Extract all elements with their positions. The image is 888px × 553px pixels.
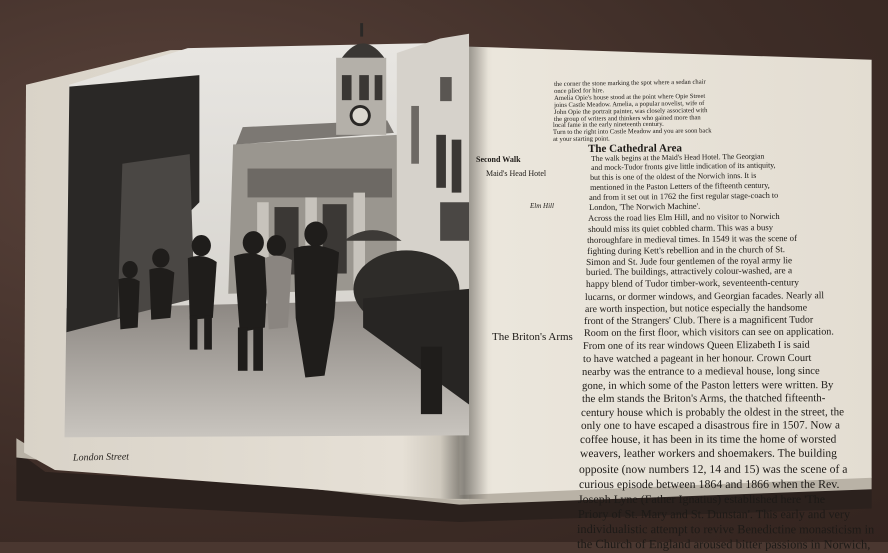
body-line: the Church of England aroused bitter passions in Norwich, [576,537,871,552]
intro-line: the group of writers and thinkers who gained more than [553,113,701,123]
intro-line: John Opie the portrait painter, was closely associated with [553,106,708,116]
intro-line: once plied for hire. [553,87,605,95]
body-line: gone, in which some of the Paston letters were written. By [581,378,834,392]
intro-line: at your starting point. [553,135,611,144]
right-page [459,46,871,495]
body-line: Joseph Lyne (Father Ignatius) established here 'The [578,491,826,506]
photo-caption: London Street [72,451,130,464]
body-line: opposite (now numbers 12, 14 and 15) was the scene of a [579,462,848,476]
body-line: weavers, leather workers and shoemakers. The building [579,448,837,461]
body-line: mentioned in the Paston Letters of the fifteenth century, [589,180,770,192]
body-line: front of the Strangers' Club. There is a magnificent Tudor [584,314,814,327]
side-label-britons-arms: The Briton's Arms [492,331,573,343]
intro-line: local fame in the early nineteenth century. [553,121,665,130]
side-label-elm-hill: Elm Hill [530,202,554,210]
body-line: century house which is probably the oldest in the street, the [581,405,845,419]
body-line: Simon and St. Jude four gentlemen of the royal army lie [586,255,793,268]
body-line: only one to have escaped a disastrous fire in 1507. Now a [580,419,840,433]
body-line: thoroughfare in medieval times. In 1549 it was the scene of [587,232,798,245]
body-line: individualistic attempt to revive Benedictine monasticism in [577,521,875,537]
body-line: to have watched a pageant in her honour. Crown Court [582,352,812,365]
section-title: The Cathedral Area [588,142,682,155]
side-label-maids-head: Maid's Head Hotel [486,169,547,178]
body-line: Room on the first floor, which visitors can see on application. [583,326,834,340]
body-line: the elm stands the Briton's Arms, the thatched fifteenth- [581,392,825,406]
body-line: lucarns, or dormer windows, and Georgian facades. Nearly all [585,290,825,303]
intro-line: Amelia Opie's house stood at the point where Opie Street [553,92,706,102]
body-line: are worth inspection, but notice especially the handsome [584,302,807,315]
body-line: but this is one of the oldest of the Norwich inns. It is [590,170,757,183]
side-label-second-walk: Second Walk [476,155,521,164]
intro-line: the corner the stone marking the spot where a sedan chair [554,78,706,88]
body-line: The walk begins at the Maid's Head Hotel. The Georgian [591,151,765,163]
body-line: From one of its rear windows Queen Elizabeth I is said [583,339,811,352]
body-line: happy blend of Tudor timber-work, seventeenth-century [585,278,799,291]
body-line: coffee house, it has been in its time the home of worsted [580,433,837,447]
body-line: curious episode between 1864 and 1866 when the Rev. [578,477,840,492]
body-line: Priory of St. Mary and St. Dunstan'. This early and very [577,506,850,522]
body-line: Across the road lies Elm Hill, and no visitor to Norwich [588,211,780,224]
body-line: should miss its quiet cobbled charm. This was a busy [587,222,773,235]
body-line: buried. The buildings, attractively colour-washed, are a [586,266,793,279]
body-line: and mock-Tudor fronts give little indication of its antiquity, [590,160,776,173]
body-line: fighting during Kett's rebellion and in the church of St. [586,243,785,256]
body-line: London, 'The Norwich Machine'. [588,201,701,213]
intro-line: Turn to the right into Castle Meadow and you are soon back [553,127,712,137]
intro-line: joins Castle Meadow. Amelia, a popular novelist, wife of [553,99,705,109]
body-line: nearby was the entrance to a medieval house, long since [582,365,821,378]
street-photo [65,23,470,437]
body-line: and from it set out in 1762 the first regular stage-coach to [589,190,779,202]
